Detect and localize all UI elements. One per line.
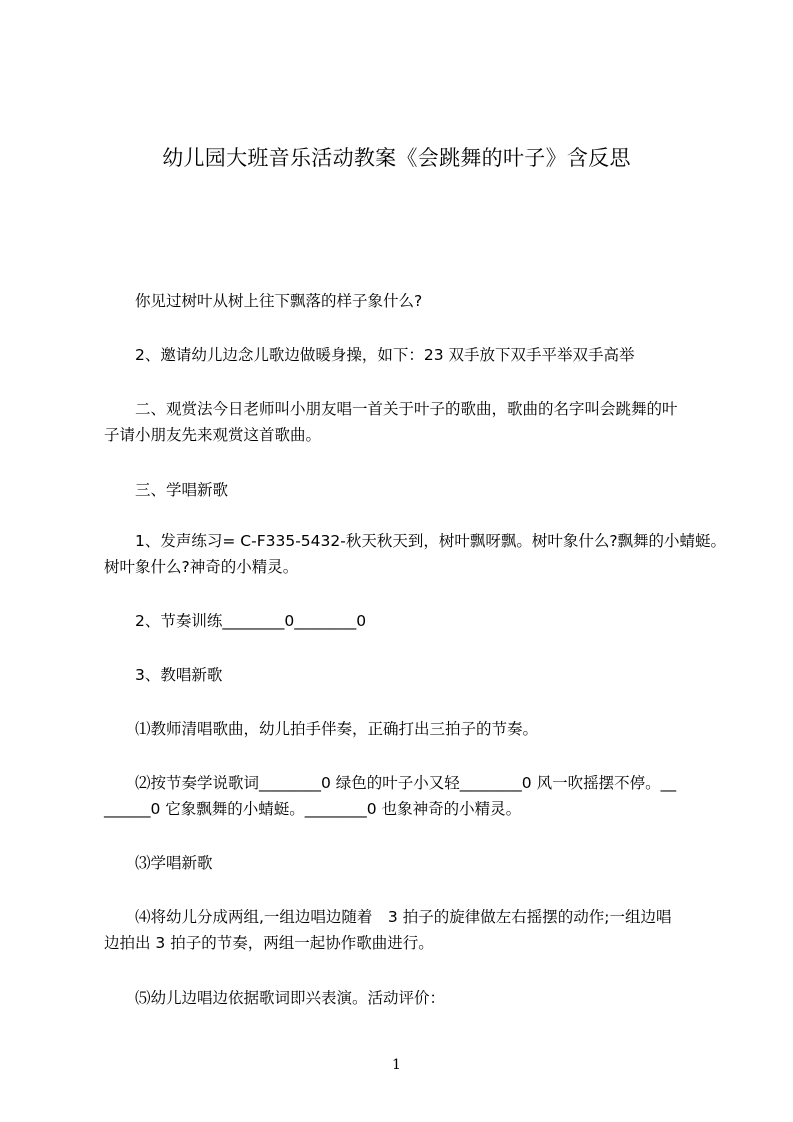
paragraph [104,850,724,876]
paragraph-line: 2、节奏训练________0________0 [104,612,367,630]
paragraph [104,716,724,742]
paragraph-line: ⑶学唱新歌 [104,854,213,872]
section-heading [104,477,724,503]
paragraph [104,528,727,580]
paragraph-line: ⑸幼儿边唱边依据歌词即兴表演。活动评价： [104,989,446,1007]
paragraph-line: ⑷将幼儿分成两组,一组边唱边随着 3 拍子的旋律做左右摇摆的动作;一组边唱 [104,908,672,926]
paragraph-line: 1、发声练习= C-F335-5432-秋天秋天到，树叶飘呀飘。树叶象什么?飘舞的小蜻蜓。 [104,532,727,550]
paragraph-line: 三、学唱新歌 [104,481,229,499]
paragraph [104,904,724,956]
document-title: 幼儿园大班音乐活动教案《会跳舞的叶子》含反思 [162,146,631,170]
paragraph-line: ⑴教师清唱歌曲，幼儿拍手伴奏，正确打出三拍子的节奏。 [104,720,539,738]
paragraph [104,342,724,368]
paragraph-line: 二、观赏法今日老师叫小朋友唱一首关于叶子的歌曲，歌曲的名字叫会跳舞的叶 [104,400,678,418]
paragraph [104,396,724,448]
paragraph [104,288,724,314]
paragraph-line: 3、教唱新歌 [104,666,223,684]
paragraph-line: 子请小朋友先来观赏这首歌曲。 [104,426,322,444]
paragraph-line: 你见过树叶从树上往下飘落的样子象什么? [104,292,423,310]
paragraph [104,662,724,688]
page-number: 1 [392,1057,401,1073]
paragraph [104,770,724,822]
paragraph [104,985,724,1011]
paragraph-line: 2、邀请幼儿边念儿歌边做暖身操，如下：23 双手放下双手平举双手高举 [104,346,635,364]
paragraph [104,608,724,634]
paragraph-line: 树叶象什么?神奇的小精灵。 [104,558,299,576]
paragraph-line: ______0 它象飘舞的小蜻蜓。________0 也象神奇的小精灵。 [104,800,522,818]
paragraph-line: ⑵按节奏学说歌词________0 绿色的叶子小又轻________0 风一吹摇摆不停。__ [104,774,677,792]
paragraph-line: 边拍出 3 拍子的节奏，两组一起协作歌曲进行。 [104,934,434,952]
